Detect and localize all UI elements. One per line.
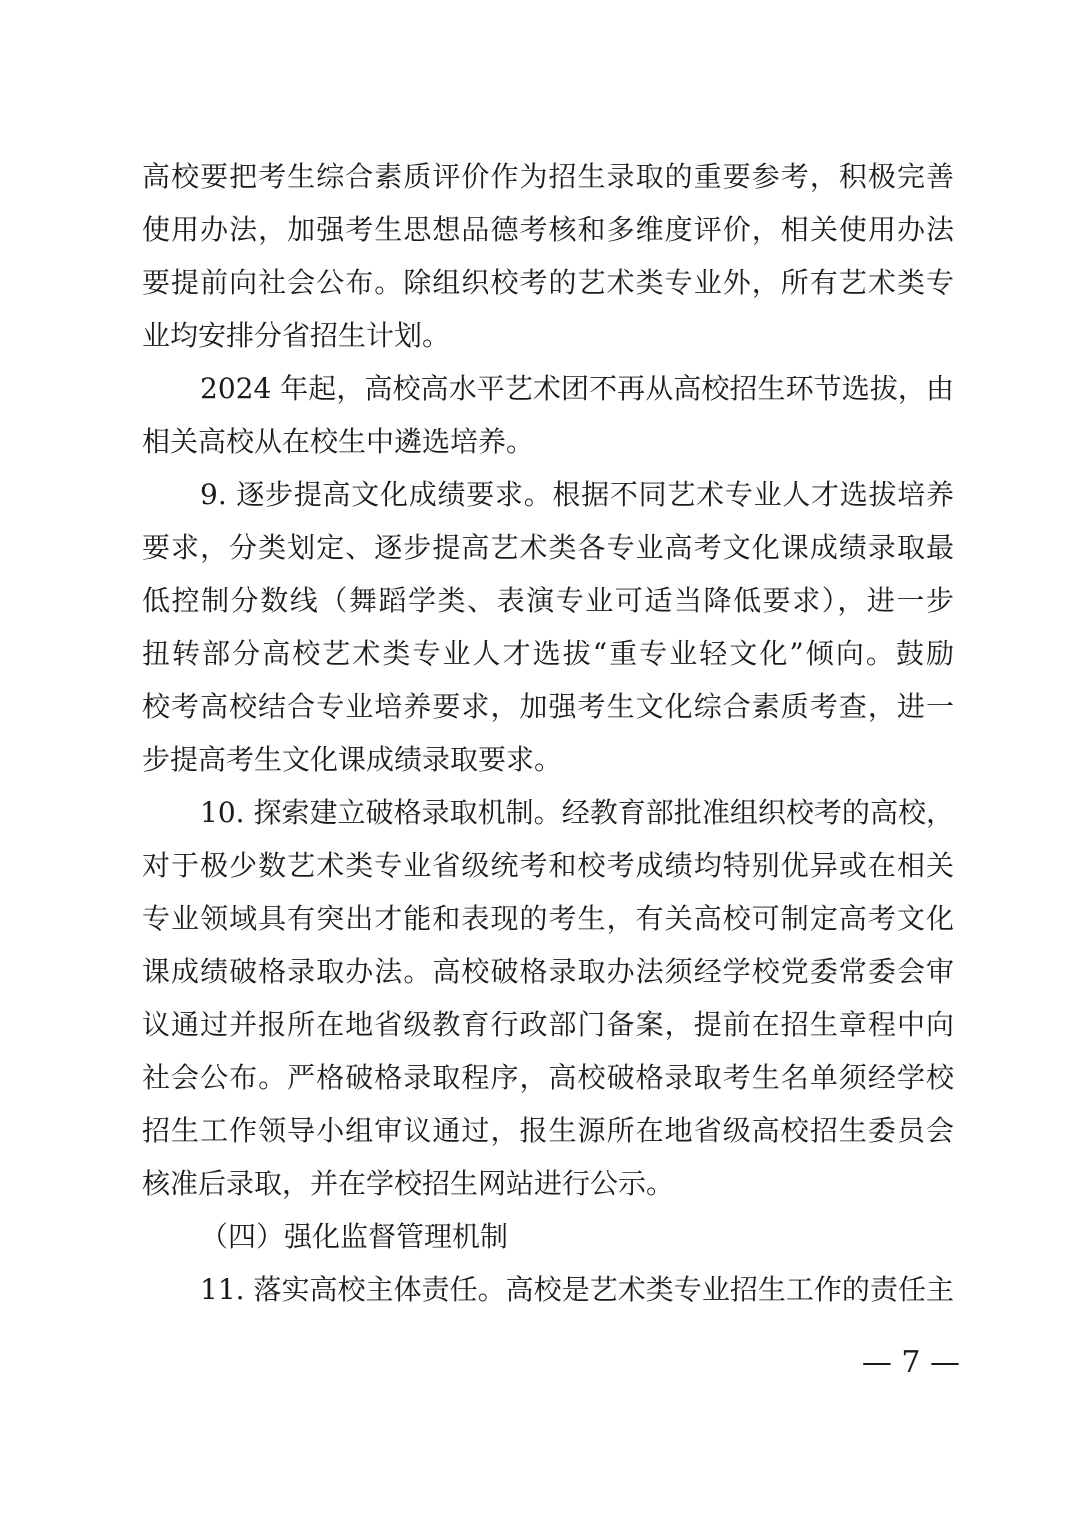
text-line: 使用办法，加强考生思想品德考核和多维度评价，相关使用办法	[142, 213, 954, 246]
text-line: 相关高校从在校生中遴选培养。	[142, 425, 535, 458]
text-line: 步提高考生文化课成绩录取要求。	[142, 743, 563, 776]
section-heading: （四）强化监督管理机制	[200, 1220, 509, 1253]
text-line: 专业领域具有突出才能和表现的考生，有关高校可制定高考文化	[142, 902, 954, 935]
page-number: — 7 —	[861, 1345, 960, 1380]
paragraph-start-line: 9. 逐步提高文化成绩要求。根据不同艺术专业人才选拔培养	[200, 478, 954, 511]
text-line: 课成绩破格录取办法。高校破格录取办法须经学校党委常委会审	[142, 955, 954, 988]
text-line: 招生工作领导小组审议通过，报生源所在地省级高校招生委员会	[142, 1114, 954, 1147]
text-line: 要提前向社会公布。除组织校考的艺术类专业外，所有艺术类专	[142, 266, 954, 299]
text-line: 低控制分数线（舞蹈学类、表演专业可适当降低要求），进一步	[142, 584, 954, 617]
paragraph-start-line: 11. 落实高校主体责任。高校是艺术类专业招生工作的责任主	[200, 1273, 954, 1306]
text-line: 社会公布。严格破格录取程序，高校破格录取考生名单须经学校	[142, 1061, 954, 1094]
text-line: 议通过并报所在地省级教育行政部门备案，提前在招生章程中向	[142, 1008, 954, 1041]
text-line: 扭转部分高校艺术类专业人才选拔“重专业轻文化”倾向。鼓励	[142, 637, 954, 670]
text-line: 高校要把考生综合素质评价作为招生录取的重要参考，积极完善	[142, 160, 954, 193]
paragraph-start-line: 2024 年起，高校高水平艺术团不再从高校招生环节选拔，由	[200, 372, 954, 405]
paragraph-start-line: 10. 探索建立破格录取机制。经教育部批准组织校考的高校，	[200, 796, 954, 829]
text-line: 业均安排分省招生计划。	[142, 319, 451, 352]
text-line: 核准后录取，并在学校招生网站进行公示。	[142, 1167, 675, 1200]
text-line: 要求，分类划定、逐步提高艺术类各专业高考文化课成绩录取最	[142, 531, 954, 564]
text-line: 校考高校结合专业培养要求，加强考生文化综合素质考查，进一	[142, 690, 954, 723]
text-line: 对于极少数艺术类专业省级统考和校考成绩均特别优异或在相关	[142, 849, 954, 882]
